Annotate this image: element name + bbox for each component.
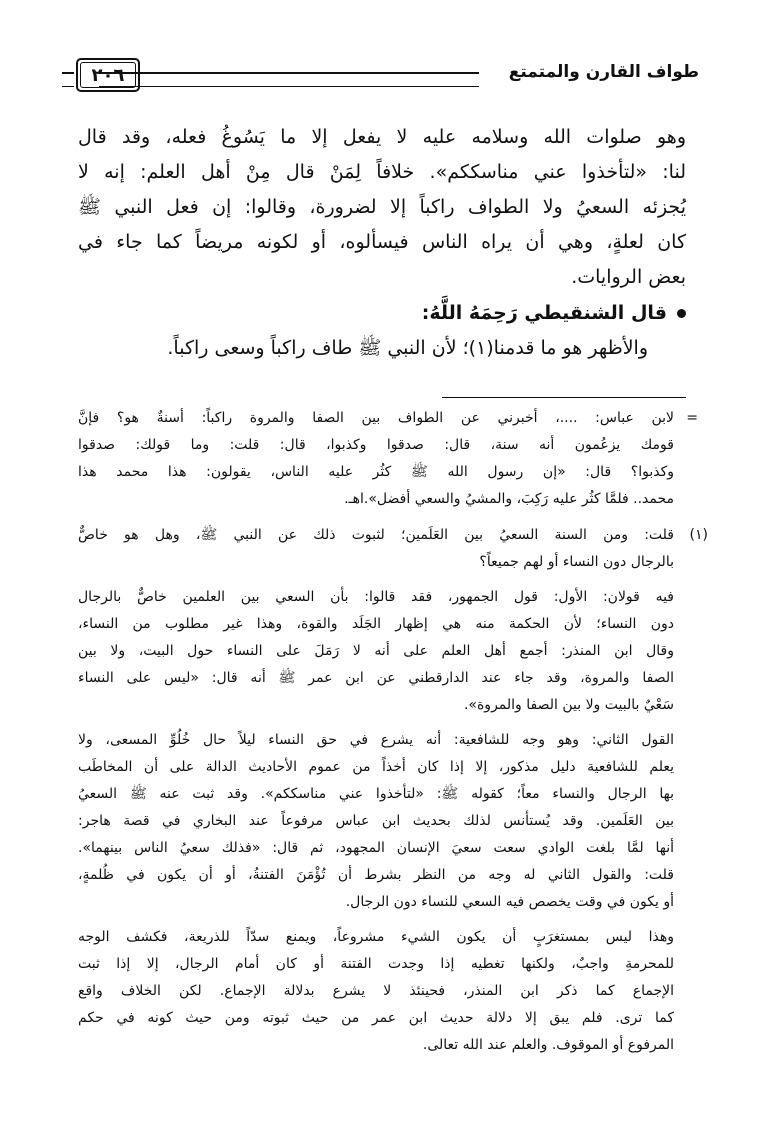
footnote-line: قلت: والقول الثاني له وجه من النظر بشرط أن تُؤْمَنَ الفتنةُ، أو أن يكون في ظُلمةٍ، <box>78 867 674 883</box>
page-number: ٢٠٦ <box>91 64 125 86</box>
quote-line: والأظهر هو ما قدمنا(١)؛ لأن النبي ﷺ طاف راكباً وسعى راكباً. <box>167 337 648 359</box>
main-line: وهو صلوات الله وسلامه عليه لا يفعل إلا ما يَسُوغُ فعله، وقد قال <box>78 126 686 148</box>
footnote-line: بين العَلَمين. وقد يُستأنس لذلك بحديث ابن عباس مرفوعاً عند البخاري في قصة هاجر: <box>78 813 674 829</box>
footnote-line: وقال ابن المنذر: أجمع أهل العلم على أنه لا رَمَلَ على النساء حول البيت، ولا بين <box>78 643 674 659</box>
footnote-line: أو يكون في وقت يخصص فيه السعي للنساء دون الرجال. <box>345 894 674 910</box>
header-rule <box>99 72 479 87</box>
footnote-line: قومك يزعُمون أنه سنة، قال: صدقوا وكذبوا، قال: قلت: وما قولك: صدقوا <box>78 437 674 453</box>
footnote-line: قلت: ومن السنة السعيُ بين العَلَمين؛ لثبوت ذلك عن النبي ﷺ، وهل هو خاصٌّ <box>78 527 674 543</box>
footnote-line: دون النساء؛ لأن الحكمة منه هي إظهار الجَلَد والقوة، وهذا غير مطلوب من النساء، <box>78 616 674 632</box>
footnote-line: لابن عباس: ....، أخبرني عن الطواف بين الصفا والمروة راكباً: أسنةٌ هو؟ فإنَّ <box>78 410 674 426</box>
footnote-line: الإجماع كما ذكر ابن المنذر، فحينئذ لا يشرع بدلالة الإجماع. لكن الخلاف واقع <box>78 983 674 999</box>
footnote-line: محمد.. فلمَّا كثُر عليه رَكِبَ، والمشيُ والسعي أفضل».اهـ. <box>344 491 674 507</box>
running-title: طواف القارن والمتمتع <box>508 62 699 82</box>
footnote-separator <box>442 397 686 398</box>
footnote-line: وكذبوا؟ قال: «إن رسول الله ﷺ كثُر عليه الناس، يقولون: هذا محمد هذا <box>78 464 674 480</box>
footnote-line: بالرجال دون النساء أو لهم جميعاً؟ <box>479 554 674 570</box>
footnote-line: وهذا ليس بمستغرَبٍ أن يكون الشيء مشروعاً، ويمنع سدّاً للذريعة، فكشف الوجه <box>78 929 674 945</box>
footnote-line: الصفا والمروة، وقد جاء عند الدارقطني عن ابن عمر ﷺ أنه قال: «ليس على النساء <box>78 670 674 686</box>
header-rule-short <box>62 72 74 87</box>
continuation-marker: = <box>686 410 698 426</box>
main-line: بعض الروايات. <box>571 266 686 288</box>
footnote-1 <box>78 522 708 1059</box>
main-line: لنا: «لتأخذوا عني مناسككم». خلافاً لِمَنْ قال مِنْ أهل العلم: إنه لا <box>78 161 686 183</box>
footnote-line: المرفوع أو الموقوف. والعلم عند الله تعالى. <box>422 1037 674 1053</box>
footnote-line: فيه قولان: الأول: قول الجمهور، فقد قالوا: بأن السعي بين العلمين خاصٌّ بالرجال <box>78 589 674 605</box>
footnote-line: للمحرمةِ واجبٌ، ولكنها تغطيه إذا وجدت الفتنة أو كان أمام الرجال، إلا إذا ثبت <box>78 956 674 972</box>
footnote-1-marker: (١) <box>689 527 708 543</box>
heading-text: قال الشنقيطي رَحِمَهُ اللَّهُ: <box>421 302 667 324</box>
main-line: يُجزئه السعيُ ولا الطواف راكباً إلا لضرورة، وقالوا: إن فعل النبي ﷺ <box>78 196 686 218</box>
main-line: كان لعلةٍ، وهي أن يراه الناس فيسألوه، أو لكونه مريضاً كما جاء في <box>78 231 686 253</box>
bullet-icon <box>677 309 686 318</box>
page-number-frame <box>76 58 140 92</box>
main-text <box>78 120 686 366</box>
running-header <box>62 52 699 102</box>
footnote-line: أنها لمَّا بلغت الوادي سعت سعيَ الإنسان المجهود، ثم قال: «فذلك سعيُ الناس بينهما». <box>78 840 674 856</box>
footnote-line: القول الثاني: وهو وجه للشافعية: أنه يشرع في حق النساء ليلاً حال خُلُوِّ المسعى، ولا <box>78 732 674 748</box>
footnote-line: بها الرجال والنساء معاً؛ كقوله ﷺ: «لتأخذوا عني مناسككم». وقد ثبت عنه ﷺ السعيُ <box>78 786 674 802</box>
footnote-continuation <box>78 405 698 513</box>
section-heading <box>78 295 686 331</box>
footnote-line: يعلم للشافعية دليل مذكور، إلا إذا كان أخذاً من عموم الأحاديث الدالة على أن المخاطَب <box>78 759 674 775</box>
footnote-line: سَعْيٌ بالبيت ولا بين الصفا والمروة». <box>463 697 674 713</box>
footnote-line: كما ترى. فلم يبق إلا دلالة حديث ابن عمر من حيث ثبوته ومن حيث كونه في حكم <box>78 1010 674 1026</box>
